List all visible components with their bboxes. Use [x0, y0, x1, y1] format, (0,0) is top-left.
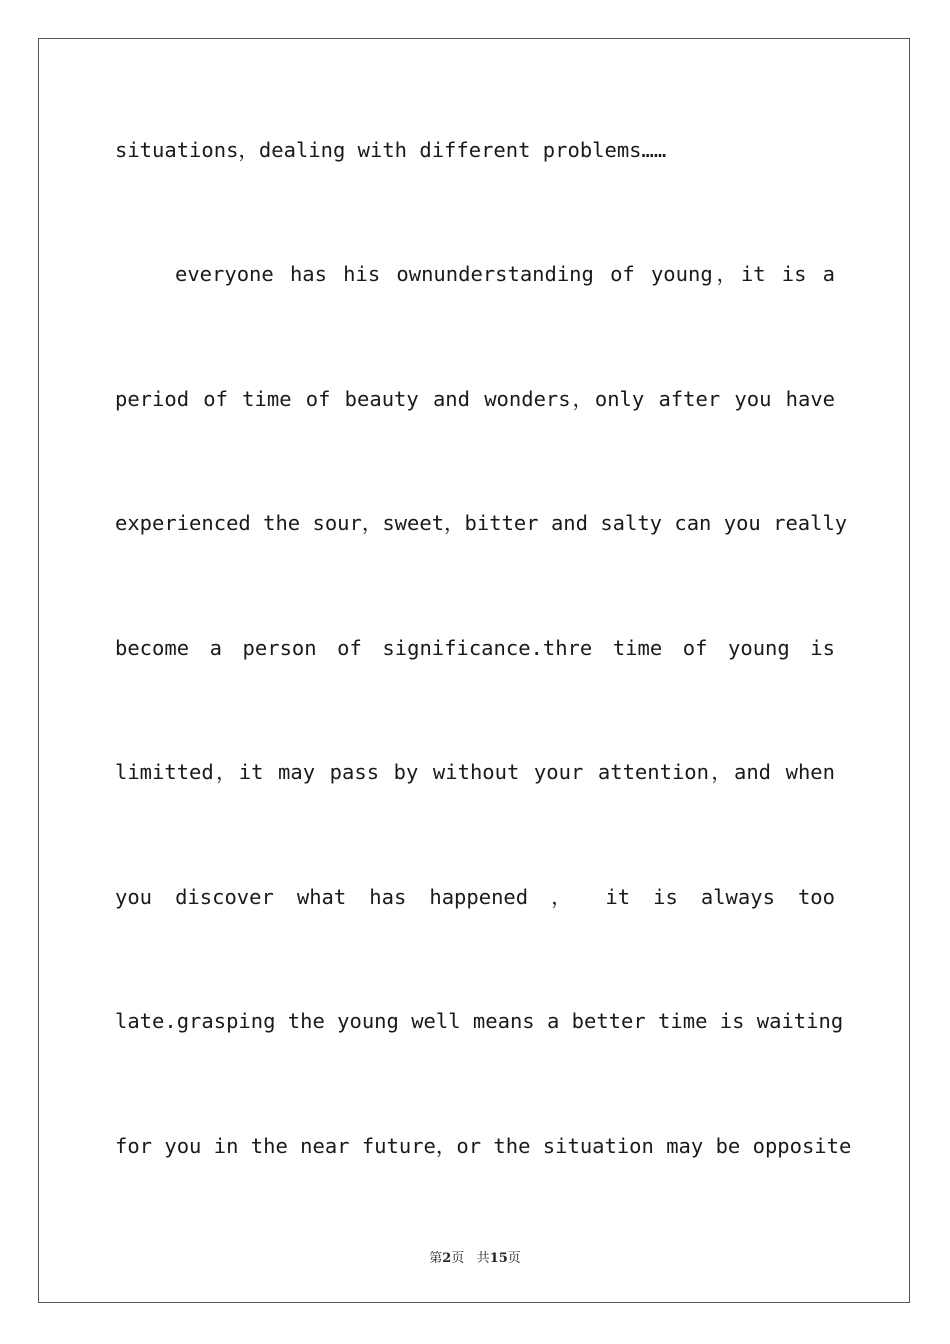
body-line-1: situations，dealing with different problems…… [115, 138, 667, 162]
total-unit: 页 [507, 1251, 521, 1266]
body-line-5: become a person of significance.thre time of young is [115, 636, 835, 660]
body-line-8: late.grasping the young well means a better time is waiting [115, 1009, 844, 1033]
body-line-9: for you in the near future，or the situation may be opposite [115, 1134, 852, 1158]
page-current: 2 [442, 1251, 452, 1266]
total-prefix: 共 [476, 1251, 490, 1266]
page-prefix: 第 [429, 1251, 443, 1266]
body-line-6: limitted，it may pass by without your attention，and when [115, 760, 835, 784]
body-line-7: you discover what has happened ， it is always too [115, 885, 835, 909]
body-line-2: everyone has his ownunderstanding of young，it is a [175, 262, 835, 286]
page-footer [0, 1247, 950, 1266]
body-line-4: experienced the sour，sweet，bitter and salty can you really [115, 511, 848, 535]
page-unit: 页 [451, 1251, 465, 1266]
body-line-3: period of time of beauty and wonders，only after you have [115, 387, 835, 411]
page-total: 15 [489, 1251, 508, 1266]
page-border [38, 38, 910, 1303]
